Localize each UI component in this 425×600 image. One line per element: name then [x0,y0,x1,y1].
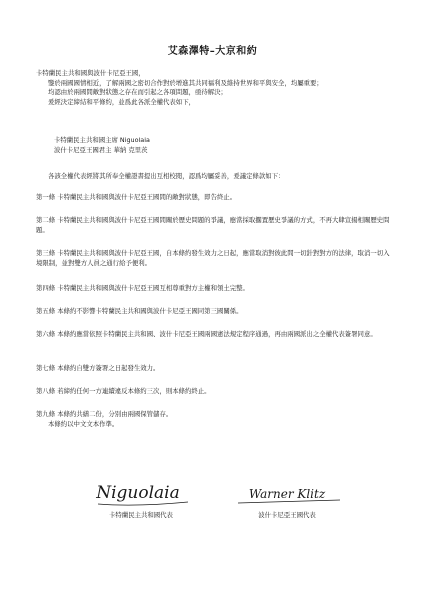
signature-right-caption: 波什卡尼亞王國代表 [258,511,316,519]
signature-left [76,478,206,519]
preamble-line-4: 爰經決定締結和平條約，並爲此各派全權代表如下， [48,97,195,106]
article-8: 第八條 若締約任何一方連續違反本條約三次，則本條約終止。 [36,387,211,395]
agreement-clause: 各該全權代表經將其所奉全權證書提出互相校閱，認爲均屬妥善，爰議定條款如下： [48,172,285,180]
preamble [36,69,391,107]
preamble-line-2: 鑒於兩國國情相近，了解兩國之密切合作對於增進其共同福利及維持世界和平與安全，均屬重要； [48,78,323,87]
article-6: 第六條 本條約應當依照卡特蘭民主共和國、波什卡尼亞王國兩國憲法規定程序通過，再由兩國派出之全權代表簽署同意。 [36,330,377,338]
plenipotentiaries [36,136,391,155]
signature-left-handwriting [76,478,206,508]
closing-statement: 本條約以中文文本作準。 [48,420,119,428]
article-7: 第七條 本條約自雙方簽署之日起發生效力。 [36,364,160,372]
signature-left-caption: 卡特蘭民主共和國代表 [109,511,173,519]
article-1: 第一條 卡特蘭民主共和國與波什卡尼亞王國間的敵對狀態，即告終止。 [36,193,237,201]
signature-right [222,478,352,519]
document-title: 艾森澤特–大京和約 [167,46,258,57]
article-5: 第五條 本條約不影響卡特蘭民主共和國與波什卡尼亞王國同第三國關係。 [36,307,243,315]
article-3: 第三條 卡特蘭民主共和國與波什卡尼亞王國，自本條約發生效力之日起，應當取消對彼此間一切針對對方的法律，取消一切入境限制，並對雙方人員之通行給予便利。 [36,249,390,267]
plenipotentiary-right: 波什卡尼亞王國君主 華納 克里茨 [54,145,148,154]
preamble-line-3: 均認由於兩國間敵對狀態之存在而引起之各項問題，亟待解決； [48,88,227,97]
article-2: 第二條 卡特蘭民主共和國與波什卡尼亞王國間關於歷史問題的爭議，應當採取擱置歷史爭議的方式，不再大肆宣揚相關歷史問題。 [36,216,390,234]
plenipotentiary-left: 卡特蘭民主共和國主席 Niguolaia [54,136,150,144]
signature-right-handwriting [222,478,352,508]
preamble-line-1: 卡特蘭民主共和國與波什卡尼亞王國， [36,69,145,77]
signature-right-text: Warner Klitz [248,487,326,501]
signature-left-text: Niguolaia [96,483,180,503]
article-9: 第九條 本條約共繕二份，分別由兩國保管儲存。 [36,410,173,418]
article-4: 第四條 卡特蘭民主共和國與波什卡尼亞王國互相尊重對方主權和領土完整。 [36,284,249,292]
